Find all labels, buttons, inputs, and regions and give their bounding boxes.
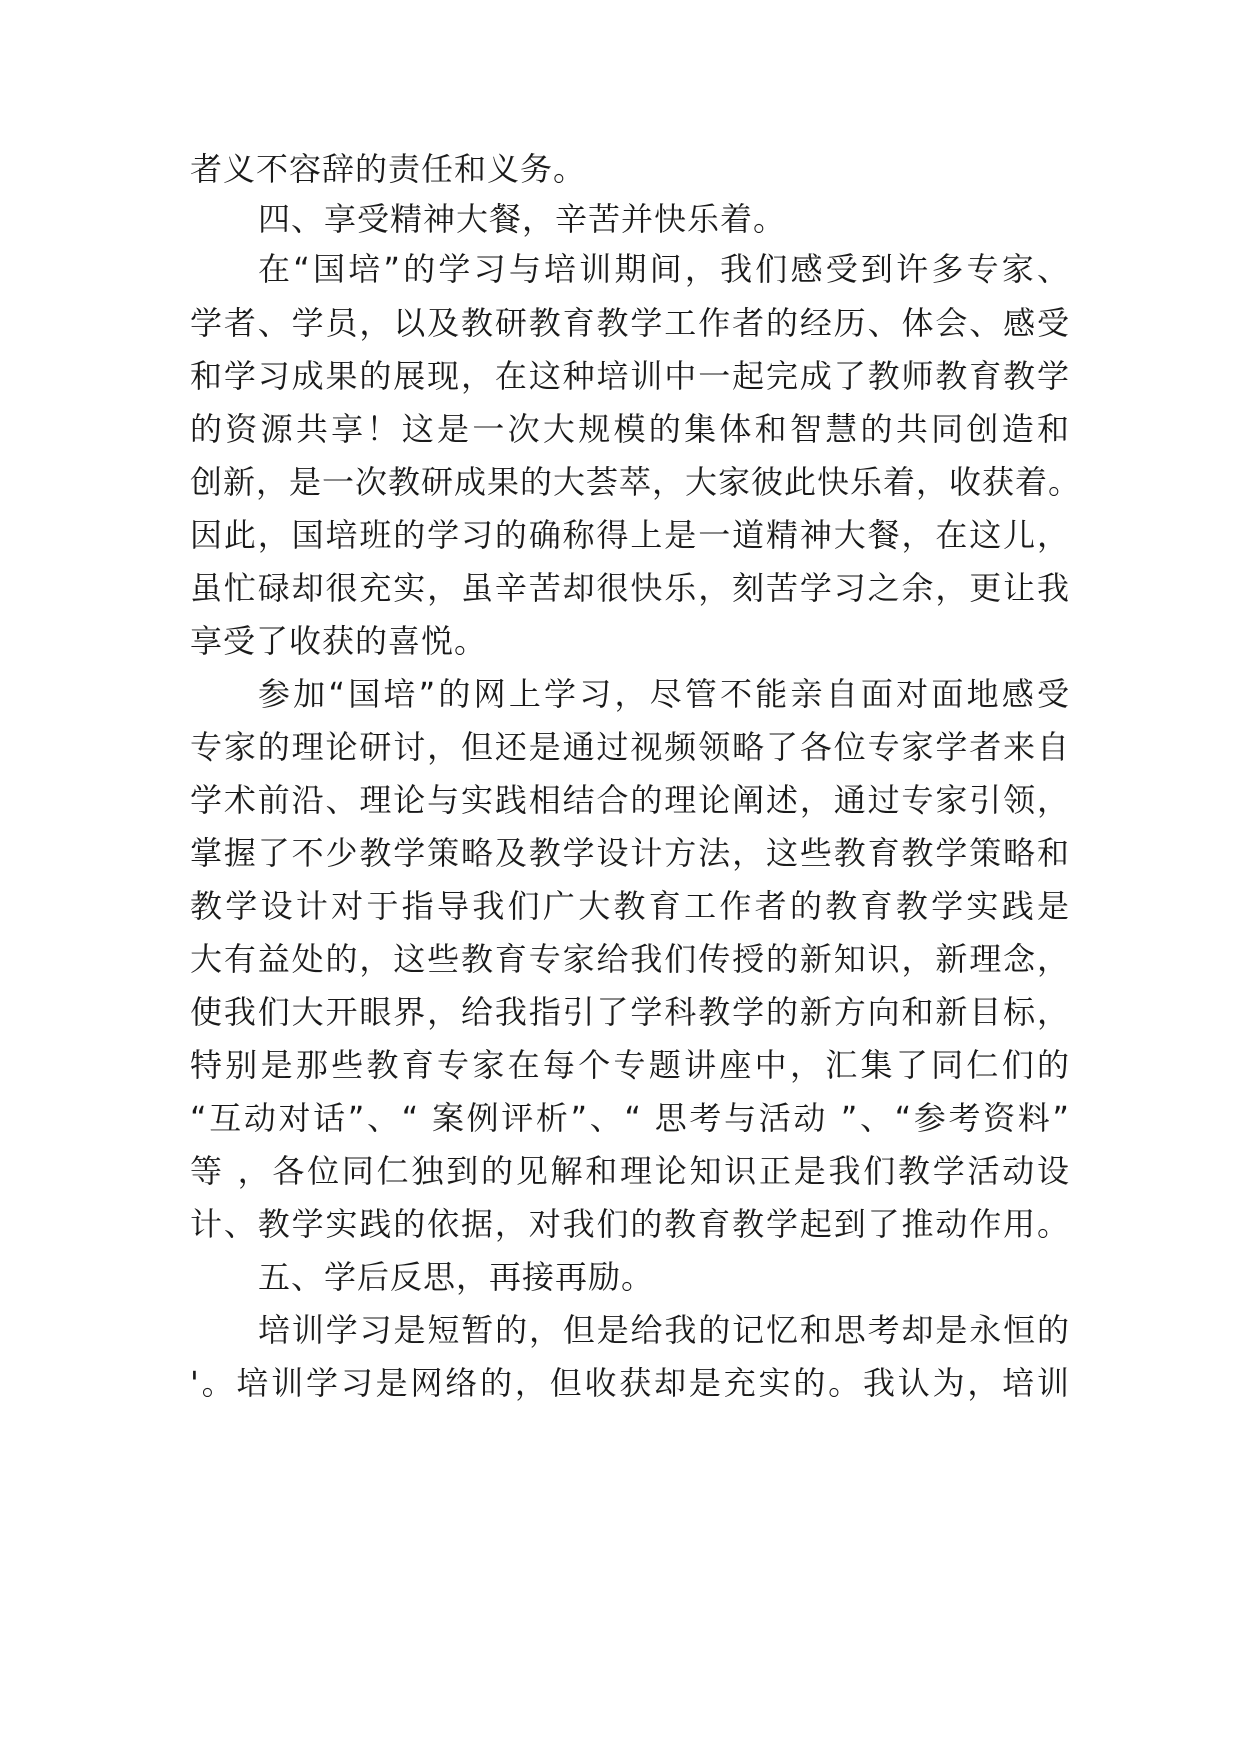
- paragraph-line: 教学设计对于指导我们广大教育工作者的教育教学实践是: [190, 887, 1070, 925]
- paragraph-line: 学术前沿、理论与实践相结合的理论阐述，通过专家引领，: [190, 781, 1070, 819]
- paragraph-line: 者义不容辞的责任和义务。: [190, 150, 587, 188]
- paragraph-line: 使我们大开眼界，给我指引了学科教学的新方向和新目标，: [190, 993, 1070, 1031]
- paragraph-line: 计、教学实践的依据，对我们的教育教学起到了推动作用。: [190, 1205, 1070, 1243]
- paragraph-line: 学者、学员，以及教研教育教学工作者的经历、体会、感受: [190, 304, 1070, 342]
- paragraph-line: 掌握了不少教学策略及教学设计方法，这些教育教学策略和: [190, 834, 1070, 872]
- paragraph-line: 因此，国培班的学习的确称得上是一道精神大餐，在这儿，: [190, 516, 1070, 554]
- paragraph-line: 的资源共享！这是一次大规模的集体和智慧的共同创造和: [190, 410, 1070, 448]
- paragraph-line: '。培训学习是网络的，但收获却是充实的。我认为，培训: [190, 1364, 1070, 1402]
- paragraph-line: 在“国培”的学习与培训期间，我们感受到许多专家、: [258, 250, 1070, 288]
- paragraph-line: 培训学习是短暂的，但是给我的记忆和思考却是永恒的: [258, 1311, 1070, 1349]
- section-heading-four: 四、享受精神大餐，辛苦并快乐着。: [258, 200, 787, 238]
- paragraph-line: 等 ，各位同仁独到的见解和理论知识正是我们教学活动设: [190, 1152, 1070, 1190]
- paragraph-line: 创新，是一次教研成果的大荟萃，大家彼此快乐着，收获着。: [190, 463, 1082, 501]
- paragraph-line: “互动对话”、“ 案例评析”、“ 思考与活动 ”、“参考资料”: [190, 1099, 1070, 1137]
- paragraph-line: 专家的理论研讨，但还是通过视频领略了各位专家学者来自: [190, 728, 1070, 766]
- paragraph-line: 虽忙碌却很充实，虽辛苦却很快乐，刻苦学习之余，更让我: [190, 569, 1070, 607]
- section-heading-five: 五、学后反思，再接再励。: [258, 1258, 655, 1296]
- paragraph-line: 特别是那些教育专家在每个专题讲座中，汇集了同仁们的: [190, 1046, 1070, 1084]
- paragraph-line: 和学习成果的展现，在这种培训中一起完成了教师教育教学: [190, 357, 1070, 395]
- paragraph-line: 大有益处的，这些教育专家给我们传授的新知识，新理念，: [190, 940, 1070, 978]
- paragraph-line: 参加“国培”的网上学习，尽管不能亲自面对面地感受: [258, 675, 1070, 713]
- paragraph-line: 享受了收获的喜悦。: [190, 622, 488, 660]
